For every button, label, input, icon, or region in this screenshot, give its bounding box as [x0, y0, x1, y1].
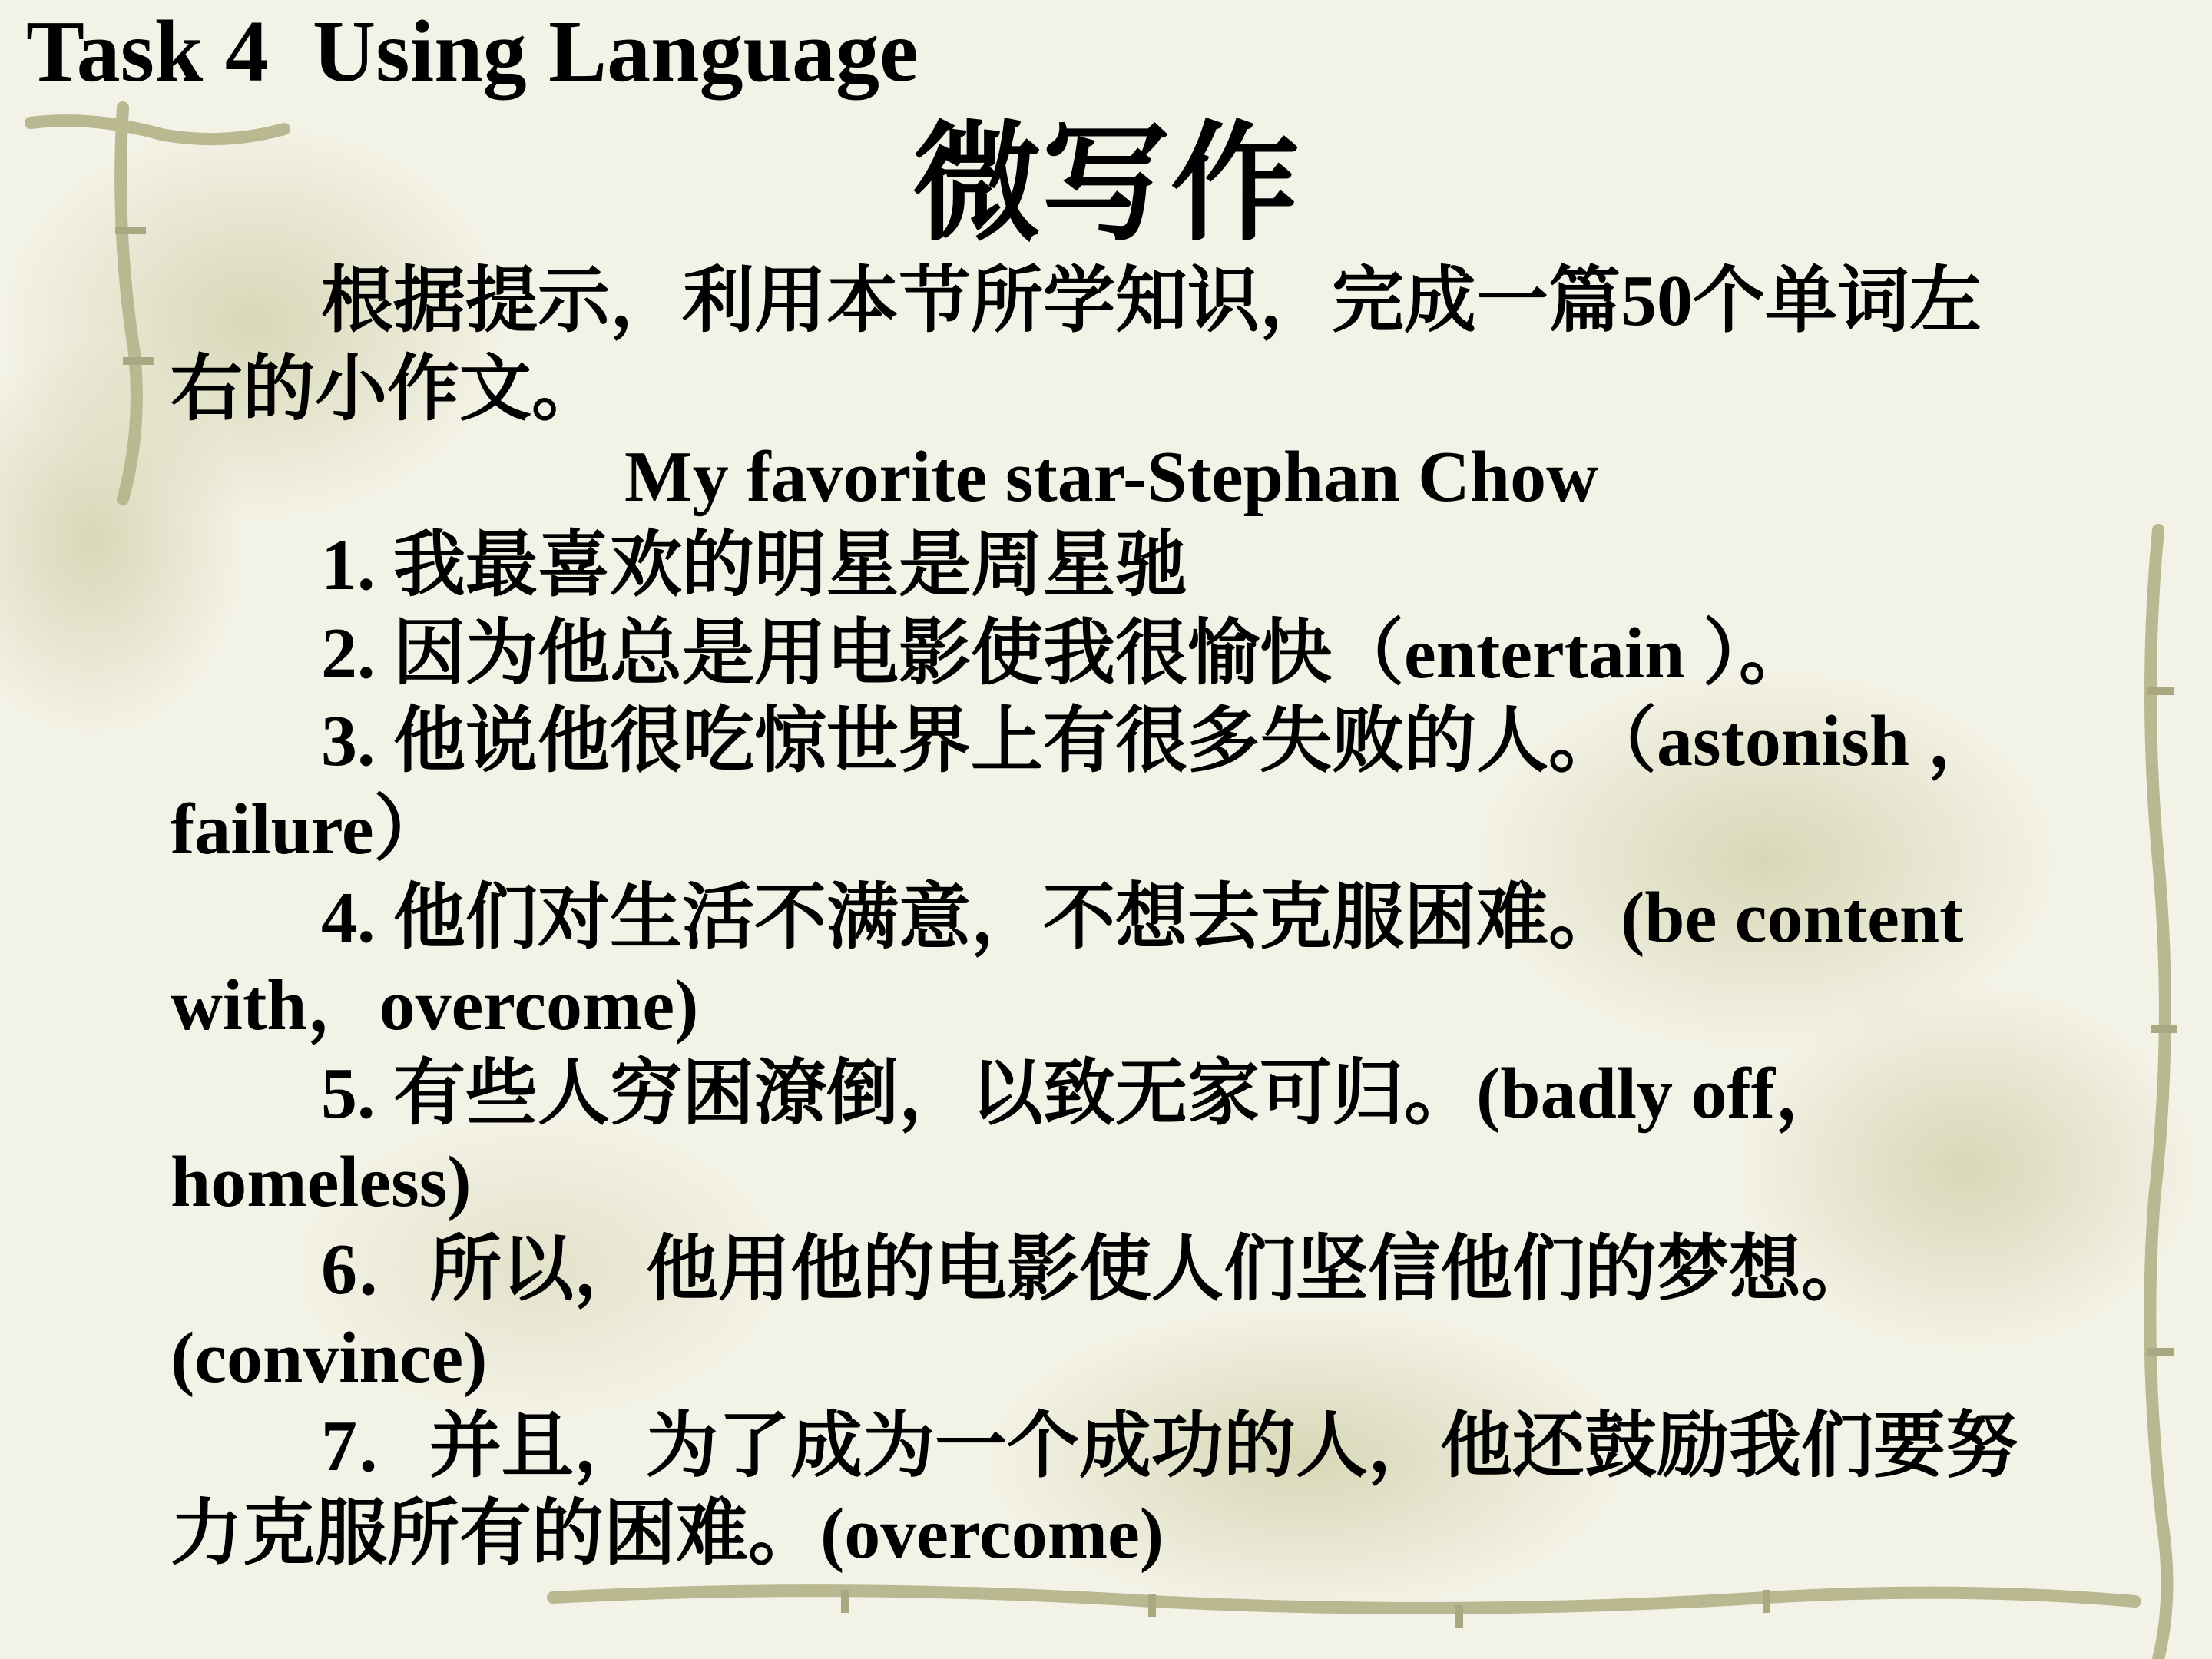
- slide-title: Task 4 Using Language: [26, 2, 919, 100]
- prompt-item-2: 2. 因为他总是用电影使我很愉快（entertain ）。: [321, 613, 1811, 694]
- prompt-item-4: 4. 他们对生活不满意，不想去克服困难。(be content with，overcome): [171, 877, 1964, 1046]
- prompt-item-1: 1. 我最喜欢的明星是周星驰: [321, 525, 1188, 606]
- prompt-item-3: 3. 他说他很吃惊世界上有很多失败的人。（astonish ，failure）: [171, 701, 2000, 870]
- essay-title: My favorite star-Stephan Chow: [624, 437, 1598, 518]
- prompt-item-5: 5. 有些人穷困潦倒，以致无家可归。(badly off，homeless): [171, 1054, 1848, 1222]
- prompt-item-6: 6．所以，他用他的电影使人们坚信他们的梦想。(convince): [171, 1230, 1874, 1399]
- slide-heading: 微写作: [912, 107, 1300, 259]
- prompt-item-7: 7．并且，为了成为一个成功的人，他还鼓励我们要努力克服所有的困难。(overcome): [171, 1406, 2018, 1575]
- instruction-text: 根据提示，利用本节所学知识，完成一篇50个单词左右的小作文。: [171, 261, 1982, 429]
- slide-body: [171, 257, 2052, 1578]
